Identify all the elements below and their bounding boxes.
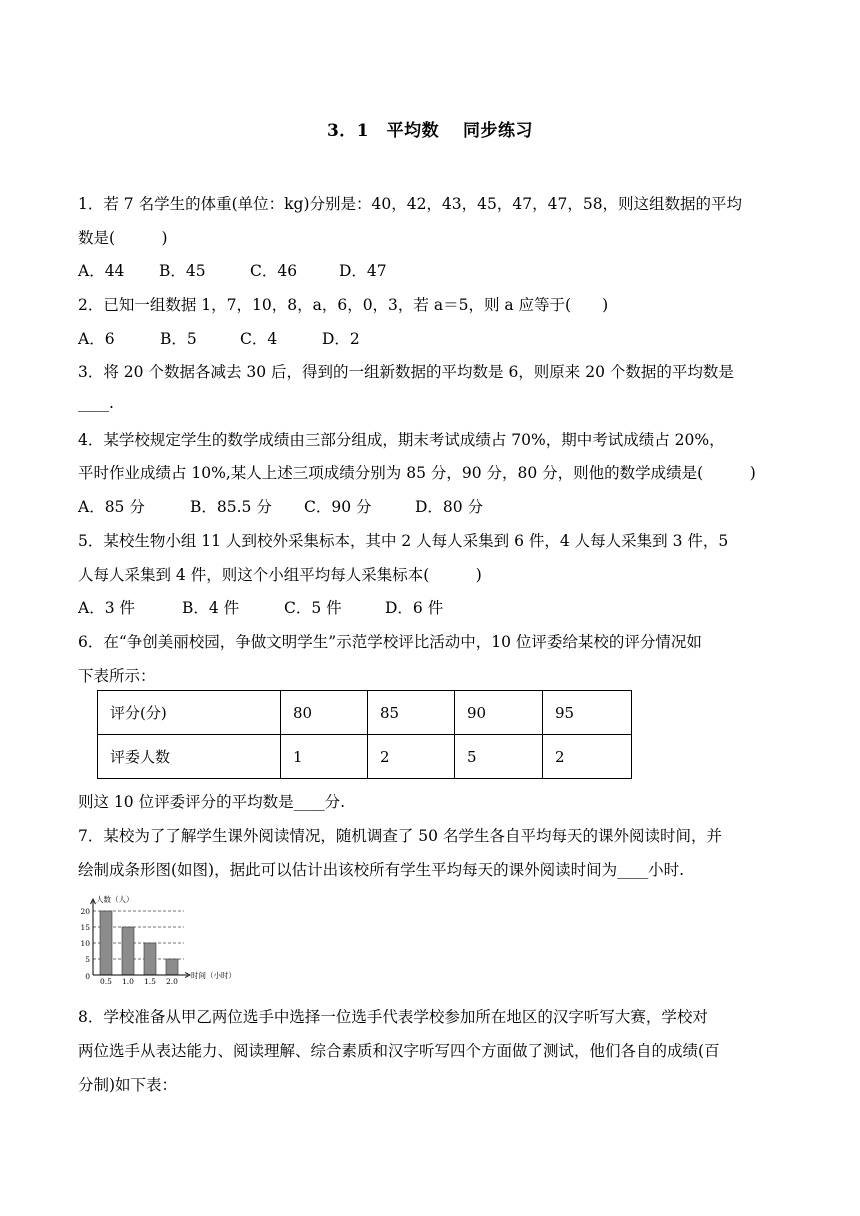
table-cell: 2: [368, 735, 455, 779]
q2-option-b: B．5: [160, 330, 197, 348]
y-tick-label: 5: [85, 955, 90, 964]
q5-options: [78, 596, 443, 618]
x-tick-label: 0.5: [100, 977, 112, 986]
q1-line1: 1．若 7 名学生的体重(单位：kg)分别是：40，42，43，45，47，47，58，则这组数据的平均: [78, 195, 743, 213]
q2-option-d: D．2: [322, 330, 360, 348]
x-tick-label: 1.0: [122, 977, 134, 986]
q2-option-a: A．6: [78, 330, 115, 348]
q4-option-c: C．90 分: [304, 498, 372, 516]
q1-option-b: B．45: [159, 262, 206, 280]
table-cell: 95: [543, 691, 632, 735]
q5-option-b: B．4 件: [182, 599, 240, 617]
q5-line2: 人每人采集到 4 件，则这个小组平均每人采集标本( ): [78, 566, 482, 584]
bar: [122, 927, 134, 975]
q5-option-c: C．5 件: [284, 599, 342, 617]
q6-line1: 6．在“争创美丽校园，争做文明学生”示范学校评比活动中，10 位评委给某校的评分情况如: [78, 633, 702, 651]
q1-option-d: D．47: [339, 262, 387, 280]
q2-line1: 2．已知一组数据 1，7，10，8，a，6，0，3，若 a＝5，则 a 应等于( ): [78, 296, 609, 314]
q2-option-c: C．4: [240, 330, 278, 348]
q4-option-d: D．80 分: [415, 498, 484, 516]
bar: [144, 943, 156, 975]
q6-line2: 下表所示：: [78, 667, 156, 685]
table-cell: 5: [455, 735, 543, 779]
q4-options: [78, 495, 483, 517]
score-table: [97, 690, 632, 779]
q1-options: [78, 259, 387, 281]
bar-chart: [76, 888, 256, 992]
q2-options: [78, 327, 360, 349]
table-row: [98, 691, 632, 735]
table-cell: 评委人数: [98, 735, 281, 779]
bar: [166, 959, 178, 975]
table-cell: 90: [455, 691, 543, 735]
q4-option-b: B．85.5 分: [190, 498, 272, 516]
y-tick-label: 15: [80, 923, 90, 932]
table-cell: 80: [281, 691, 368, 735]
table-cell: 2: [543, 735, 632, 779]
table-cell: 85: [368, 691, 455, 735]
q3-line2: ____.: [78, 394, 114, 412]
y-tick-label: 10: [80, 939, 90, 948]
y-tick-label: 20: [80, 907, 90, 916]
q4-line2: 平时作业成绩占 10%,某人上述三项成绩分别为 85 分，90 分，80 分，则他的数学成绩是( ): [78, 464, 756, 482]
y-axis-label: 人数（人）: [96, 895, 134, 904]
q8-line3: 分制)如下表：: [78, 1076, 178, 1094]
bar: [100, 911, 112, 975]
table-cell: 评分(分): [98, 691, 281, 735]
q4-option-a: A．85 分: [78, 498, 145, 516]
q8-line1: 8．学校准备从甲乙两位选手中选择一位选手代表学校参加所在地区的汉字听写大赛，学校对: [78, 1008, 708, 1026]
x-tick-label: 1.5: [144, 977, 156, 986]
table-cell: 1: [281, 735, 368, 779]
q4-line1: 4．某学校规定学生的数学成绩由三部分组成，期末考试成绩占 70%，期中考试成绩占 20%，: [78, 431, 725, 449]
x-axis-label: 时间（小时）: [191, 971, 236, 980]
table-row: [98, 735, 632, 779]
q5-line1: 5．某校生物小组 11 人到校外采集标本，其中 2 人每人采集到 6 件，4 人每人采集到 3 件，5: [78, 532, 729, 550]
q7-line1: 7．某校为了了解学生课外阅读情况，随机调查了 50 名学生各自平均每天的课外阅读时间，并: [78, 827, 722, 845]
q1-option-a: A．44: [78, 262, 125, 280]
q1-line2: 数是( ): [78, 229, 168, 247]
q7-line2: 绘制成条形图(如图)，据此可以估计出该校所有学生平均每天的课外阅读时间为____小时.: [78, 861, 685, 879]
y-tick-label: 0: [85, 972, 90, 981]
q1-option-c: C．46: [250, 262, 298, 280]
q6-after: 则这 10 位评委评分的平均数是____分.: [78, 793, 346, 811]
q3-line1: 3．将 20 个数据各减去 30 后，得到的一组新数据的平均数是 6，则原来 20 个数据的平均数是: [78, 363, 734, 381]
x-tick-label: 2.0: [166, 977, 178, 986]
page-title: 3．1 平均数 同步练习: [326, 121, 534, 141]
q8-line2: 两位选手从表达能力、阅读理解、综合素质和汉字听写四个方面做了测试，他们各自的成绩(百: [78, 1042, 720, 1060]
q5-option-a: A．3 件: [78, 599, 135, 617]
q5-option-d: D．6 件: [385, 599, 444, 617]
